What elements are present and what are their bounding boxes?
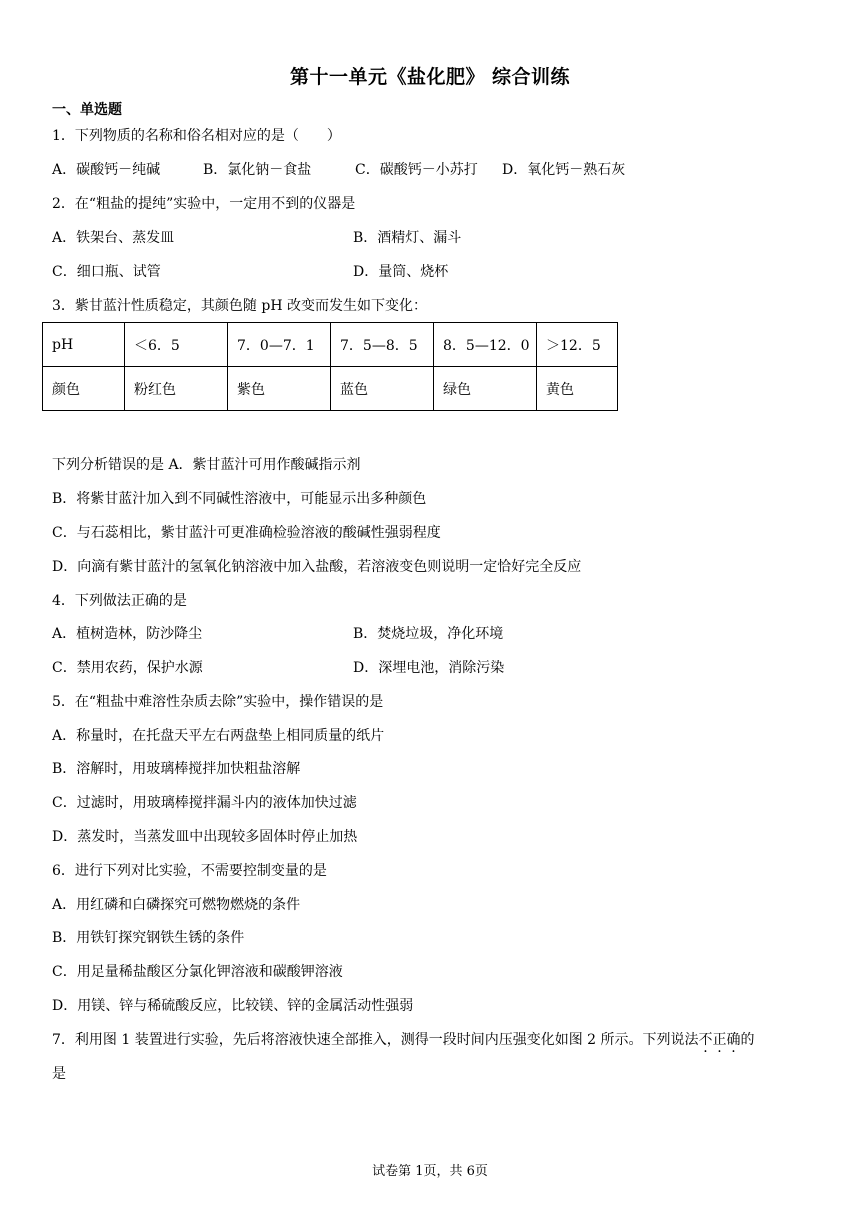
emphasis-char: 正 (712, 1032, 727, 1048)
table-cell: 紫色 (228, 367, 331, 411)
table-cell: 粉红色 (125, 367, 228, 411)
table-row (43, 323, 618, 367)
table-cell: 7．0—7．1 (228, 323, 331, 367)
section-heading: 一、单选题 (52, 102, 122, 118)
question-1-option-a: A．碳酸钙－纯碱 (52, 162, 161, 178)
table-cell: 黄色 (537, 367, 618, 411)
table-row (43, 367, 618, 411)
question-5-option-d: D．蒸发时，当蒸发皿中出现较多固体时停止加热 (52, 829, 358, 845)
emphasis-char: 不 (698, 1032, 713, 1048)
question-6-option-b: B．用铁钉探究钢铁生锈的条件 (52, 930, 245, 946)
question-3-option-c: C．与石蕊相比，紫甘蓝汁可更准确检验溶液的酸碱性强弱程度 (52, 525, 441, 541)
question-1-option-d: D．氧化钙－熟石灰 (502, 162, 626, 178)
table-cell: 蓝色 (331, 367, 434, 411)
table-cell: 颜色 (43, 367, 125, 411)
table-cell: ＞12．5 (537, 323, 618, 367)
question-3-option-b: B．将紫甘蓝汁加入到不同碱性溶液中，可能显示出多种颜色 (52, 491, 427, 507)
question-2-option-d: D．量筒、烧杯 (353, 264, 449, 280)
page-title: 第十一单元《盐化肥》 综合训练 (289, 66, 571, 88)
question-4-stem: 4．下列做法正确的是 (52, 593, 187, 609)
question-1-option-c: C．碳酸钙－小苏打 (355, 162, 478, 178)
table-cell: 7．5—8．5 (331, 323, 434, 367)
question-3-option-d: D．向滴有紫甘蓝汁的氢氧化钠溶液中加入盐酸，若溶液变色则说明一定恰好完全反应 (52, 559, 582, 575)
table-cell: 8．5—12．0 (434, 323, 537, 367)
table-cell: pH (43, 323, 125, 367)
question-3-lead-option-a: 下列分析错误的是 A．紫甘蓝汁可用作酸碱指示剂 (52, 457, 361, 473)
question-4-option-d: D．深埋电池，消除污染 (353, 660, 505, 676)
question-7-stem (52, 1030, 755, 1050)
question-2-option-a: A．铁架台、蒸发皿 (52, 230, 175, 246)
question-7-stem-text-end: 的 (740, 1032, 755, 1048)
table-cell: 绿色 (434, 367, 537, 411)
question-4-option-a: A．植树造林，防沙降尘 (52, 626, 203, 642)
question-1-option-b: B．氯化钠－食盐 (203, 162, 312, 178)
question-2-option-b: B．酒精灯、漏斗 (353, 230, 462, 246)
question-4-option-c: C．禁用农药，保护水源 (52, 660, 203, 676)
ph-color-table (42, 322, 618, 411)
question-7-stem-continued: 是 (52, 1066, 66, 1082)
page-footer: 试卷第 1页，共 6页 (372, 1164, 488, 1179)
question-6-stem: 6．进行下列对比实验，不需要控制变量的是 (52, 863, 327, 879)
question-6-option-d: D．用镁、锌与稀硫酸反应，比较镁、锌的金属活动性强弱 (52, 998, 414, 1014)
question-1-stem: 1．下列物质的名称和俗名相对应的是（ ） (52, 128, 341, 144)
question-4-option-b: B．焚烧垃圾，净化环境 (353, 626, 504, 642)
table-cell: ＜6．5 (125, 323, 228, 367)
question-6-option-a: A．用红磷和白磷探究可燃物燃烧的条件 (52, 897, 301, 913)
question-5-option-b: B．溶解时，用玻璃棒搅拌加快粗盐溶解 (52, 761, 301, 777)
question-5-option-a: A．称量时，在托盘天平左右两盘垫上相同质量的纸片 (52, 728, 385, 744)
question-2-option-c: C．细口瓶、试管 (52, 264, 161, 280)
question-5-stem: 5．在“粗盐中难溶性杂质去除”实验中，操作错误的是 (52, 694, 384, 710)
question-5-option-c: C．过滤时，用玻璃棒搅拌漏斗内的液体加快过滤 (52, 795, 357, 811)
question-6-option-c: C．用足量稀盐酸区分氯化钾溶液和碳酸钾溶液 (52, 964, 343, 980)
question-2-stem: 2．在“粗盐的提纯”实验中，一定用不到的仪器是 (52, 196, 356, 212)
question-7-stem-text: 7．利用图 1 装置进行实验，先后将溶液快速全部推入，测得一段时间内压强变化如图 2 所示。下列说法 (52, 1032, 699, 1048)
question-3-stem: 3．紫甘蓝汁性质稳定，其颜色随 pH 改变而发生如下变化： (52, 298, 427, 314)
emphasis-char: 确 (726, 1032, 741, 1048)
